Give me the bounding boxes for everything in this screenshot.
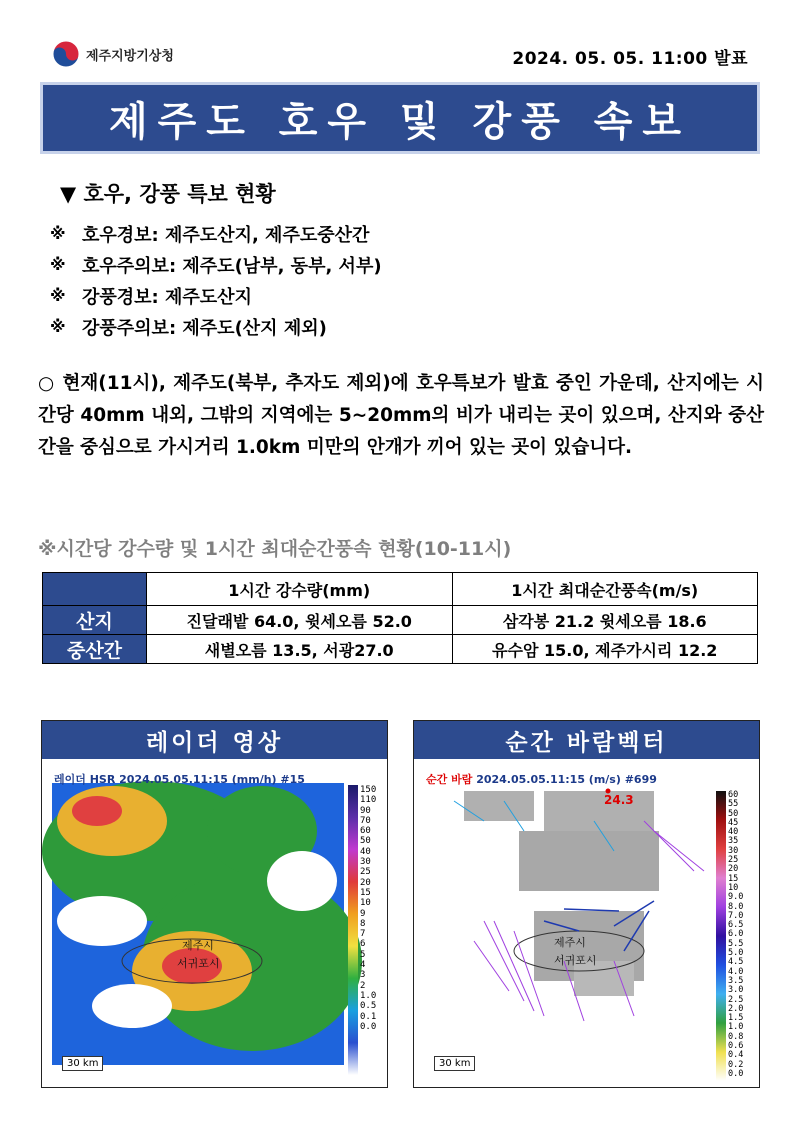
colorbar-tick: 110 bbox=[360, 795, 377, 806]
colorbar-tick: 25 bbox=[728, 855, 739, 866]
map-label: 제주시 bbox=[182, 939, 214, 952]
wind-label-main: 2024.05.05.11:15 (m/s) #699 bbox=[476, 773, 657, 786]
max-wind-label: 24.3 bbox=[604, 793, 634, 807]
radar-image bbox=[42, 761, 386, 1086]
status-paragraph: ○ 현재(11시), 제주도(북부, 추자도 제외)에 호우특보가 발효 중인 가운데, 산지에는 시간당 40mm 내외, 그밖의 지역에는 5~20mm의 비가 내리는 곳이 있으며, 산지와 중산간을 중심으로 가시거리 1.0km 미만의 안개가 끼어 있는 곳이 있습니다. bbox=[38, 373, 764, 458]
title-banner bbox=[40, 82, 760, 154]
colorbar-tick: 1.0 bbox=[360, 990, 377, 1001]
colorbar-tick: 15 bbox=[360, 887, 371, 898]
colorbar-tick: 7 bbox=[360, 929, 366, 940]
table-note: ※시간당 강수량 및 1시간 최대순간풍속 현황(10-11시) bbox=[38, 538, 512, 560]
rain-cell: 진달래밭 64.0, 윗세오름 52.0 bbox=[147, 606, 453, 635]
colorbar-tick: 0.1 bbox=[360, 1011, 377, 1022]
colorbar-tick: 7.0 bbox=[728, 910, 744, 921]
warning-list bbox=[50, 218, 382, 342]
radar-label: 레이더 HSR 2024.05.05.11:15 (mm/h) #15 bbox=[54, 773, 305, 786]
colorbar-tick: 10 bbox=[360, 898, 371, 909]
radar-colorbar bbox=[348, 785, 358, 1075]
reference-mark-icon: ※ bbox=[50, 317, 66, 336]
colorbar-tick: 2.5 bbox=[728, 994, 744, 1005]
map-label: 서귀포시 bbox=[177, 957, 220, 970]
colorbar-tick: 60 bbox=[360, 826, 371, 837]
table-corner bbox=[43, 573, 147, 606]
colorbar-tick: 2 bbox=[360, 980, 366, 991]
wind-vector-image bbox=[414, 761, 758, 1086]
list-item bbox=[50, 218, 382, 249]
colorbar-tick: 9.0 bbox=[728, 892, 744, 903]
colorbar-tick: 30 bbox=[360, 857, 371, 868]
warning-text: 호우주의보: 제주도(남부, 동부, 서부) bbox=[82, 255, 382, 277]
map-label: 서귀포시 bbox=[554, 954, 597, 967]
colorbar-tick: 70 bbox=[360, 815, 371, 826]
wind-colorbar bbox=[716, 791, 726, 1081]
colorbar-tick: 0.2 bbox=[728, 1059, 744, 1070]
colorbar-tick: 6.0 bbox=[728, 929, 744, 940]
colorbar-tick: 3.0 bbox=[728, 985, 744, 996]
colorbar-tick: 30 bbox=[728, 845, 739, 856]
colorbar-tick: 0.0 bbox=[360, 1021, 377, 1032]
colorbar-tick: 50 bbox=[360, 836, 371, 847]
map-label: 제주시 bbox=[554, 936, 586, 949]
colorbar-tick: 4.0 bbox=[728, 966, 744, 977]
wind-label bbox=[426, 771, 657, 787]
colorbar-tick: 20 bbox=[728, 864, 739, 875]
row-label: 중산간 bbox=[43, 635, 147, 664]
row-label: 산지 bbox=[43, 606, 147, 635]
colorbar-tick: 0.5 bbox=[360, 1001, 377, 1012]
table-header-row bbox=[43, 573, 758, 606]
radar-scale: 30 km bbox=[62, 1056, 103, 1071]
colorbar-tick: 6 bbox=[360, 939, 366, 950]
logo bbox=[52, 40, 174, 68]
issue-date: 2024. 05. 05. 11:00 발표 bbox=[512, 49, 748, 69]
reference-mark-icon: ※ bbox=[50, 224, 66, 243]
colorbar-tick: 4 bbox=[360, 960, 366, 971]
colorbar-tick: 0.8 bbox=[728, 1031, 744, 1042]
list-item bbox=[50, 280, 382, 311]
colorbar-tick: 3.5 bbox=[728, 975, 744, 986]
warning-text: 강풍경보: 제주도산지 bbox=[82, 286, 252, 308]
colorbar-tick: 45 bbox=[728, 817, 739, 828]
colorbar-tick: 6.5 bbox=[728, 920, 744, 931]
wind-cell: 유수암 15.0, 제주가시리 12.2 bbox=[452, 635, 758, 664]
colorbar-tick: 3 bbox=[360, 970, 366, 981]
colorbar-tick: 5.5 bbox=[728, 938, 744, 949]
wind-cell: 삼각봉 21.2 윗세오름 18.6 bbox=[452, 606, 758, 635]
colorbar-tick: 5 bbox=[360, 949, 366, 960]
colorbar-tick: 35 bbox=[728, 836, 739, 847]
section-heading: ▼ 호우, 강풍 특보 현황 bbox=[60, 182, 276, 206]
radar-panel-title: 레이더 영상 bbox=[42, 721, 387, 759]
kma-logo-icon bbox=[52, 40, 80, 68]
colorbar-tick: 5.0 bbox=[728, 948, 744, 959]
list-item bbox=[50, 249, 382, 280]
rain-cell: 새별오름 13.5, 서광27.0 bbox=[147, 635, 453, 664]
colorbar-tick: 40 bbox=[360, 846, 371, 857]
colorbar-tick: 150 bbox=[360, 785, 377, 795]
colorbar-tick: 0.6 bbox=[728, 1041, 744, 1052]
warning-text: 호우경보: 제주도산지, 제주도중산간 bbox=[82, 224, 370, 246]
reference-mark-icon: ※ bbox=[50, 286, 66, 305]
colorbar-tick: 8.0 bbox=[728, 901, 744, 912]
colorbar-tick: 25 bbox=[360, 867, 371, 878]
org-name: 제주지방기상청 bbox=[86, 48, 174, 64]
colorbar-tick: 20 bbox=[360, 877, 371, 888]
colorbar-tick: 10 bbox=[728, 882, 739, 893]
reference-mark-icon: ※ bbox=[50, 255, 66, 274]
colorbar-tick: 0.4 bbox=[728, 1050, 744, 1061]
colorbar-tick: 15 bbox=[728, 873, 739, 884]
page-title: 제주도 호우 및 강풍 속보 bbox=[108, 98, 692, 145]
colorbar-tick: 1.0 bbox=[728, 1022, 744, 1033]
warning-text: 강풍주의보: 제주도(산지 제외) bbox=[82, 317, 327, 339]
colorbar-tick: 50 bbox=[728, 808, 739, 819]
colorbar-tick: 2.0 bbox=[728, 1003, 744, 1014]
wind-panel-title: 순간 바람벡터 bbox=[414, 721, 759, 759]
table-row bbox=[43, 606, 758, 635]
colorbar-tick: 90 bbox=[360, 805, 371, 816]
radar-colorbar-ticks bbox=[360, 785, 376, 1032]
colorbar-tick: 4.5 bbox=[728, 957, 744, 968]
column-header-rain: 1시간 강수량(mm) bbox=[147, 573, 453, 606]
colorbar-tick: 8 bbox=[360, 918, 366, 929]
list-item bbox=[50, 311, 382, 342]
column-header-wind: 1시간 최대순간풍속(m/s) bbox=[452, 573, 758, 606]
wind-label-prefix: 순간 바람 bbox=[426, 773, 473, 786]
colorbar-tick: 55 bbox=[728, 799, 739, 810]
colorbar-tick: 60 bbox=[728, 790, 739, 800]
wind-panel bbox=[413, 720, 760, 1088]
wind-scale: 30 km bbox=[434, 1056, 475, 1071]
wind-colorbar-ticks bbox=[728, 791, 743, 1079]
colorbar-tick: 0.0 bbox=[728, 1068, 744, 1079]
colorbar-tick: 40 bbox=[728, 827, 739, 838]
colorbar-tick: 1.5 bbox=[728, 1013, 744, 1024]
header bbox=[52, 38, 748, 76]
observation-table bbox=[42, 572, 758, 664]
colorbar-tick: 9 bbox=[360, 908, 366, 919]
table-row bbox=[43, 635, 758, 664]
radar-panel bbox=[41, 720, 388, 1088]
